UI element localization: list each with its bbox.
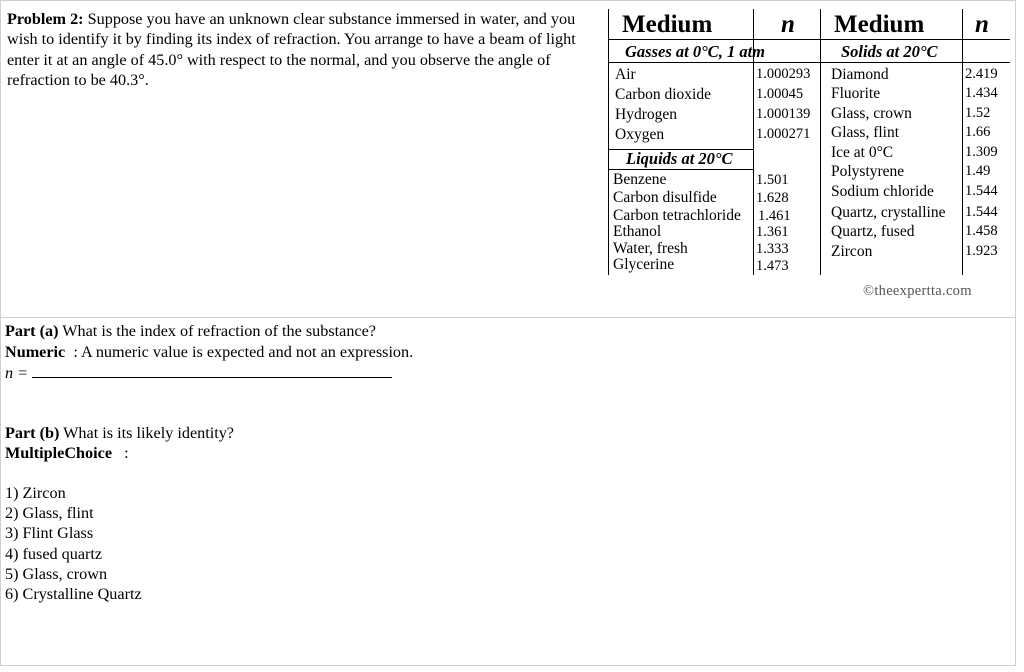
answer-prefix: n = [5,364,29,382]
choice-item[interactable]: 1) Zircon [5,484,66,502]
table-row: Glass, flint [831,124,900,141]
table-cell-n: 1.923 [965,243,998,259]
choice-list [5,483,142,604]
table-cell-n: 1.461 [758,208,791,224]
part-b-question [5,423,234,443]
choice-item[interactable]: 4) fused quartz [5,544,103,563]
part-b-type-text: : [124,444,129,462]
table-row: Hydrogen [615,106,677,123]
table-cell-n: 1.000271 [756,126,811,142]
part-a-type-label: Numeric [5,343,66,361]
table-row: Benzene [613,171,667,188]
table-cell-n: 1.434 [965,85,998,101]
table-cell-n: 1.473 [756,258,789,274]
problem-statement [7,9,603,91]
table-row: Quartz, fused [831,223,915,240]
table-cell-n: 1.361 [756,224,789,240]
table-cell-n: 1.49 [965,163,991,179]
table-row: Zircon [831,243,873,260]
table-row: Glycerine [613,256,675,273]
part-b-label: Part (b) [5,424,60,442]
problem-label: Problem 2: [7,10,84,28]
part-a-text: What is the index of refraction of the substance? [62,322,376,340]
table-row: Diamond [831,66,889,83]
table-row: Carbon dioxide [615,86,711,103]
part-a-answer-row [5,363,392,383]
header-n-right: n [975,11,989,38]
table-row: Water, fresh [613,240,688,257]
table-row: Air [615,66,636,83]
table-cell-n: 1.544 [965,204,998,220]
table-row: Ethanol [613,223,662,240]
section-divider [1,317,1015,318]
table-row: Carbon tetrachloride [613,207,741,224]
header-medium-right: Medium [834,11,925,38]
choice-item[interactable]: 6) Crystalline Quartz [5,585,142,604]
choice-item[interactable]: 3) Flint Glass [5,524,94,543]
table-cell-n: 1.000293 [756,66,811,82]
part-b-text: What is its likely identity? [63,424,234,442]
table-cell-n: 2.419 [965,66,998,82]
table-cell-n: 1.309 [965,144,998,160]
part-b-type-label: MultipleChoice [5,444,113,462]
solids-section-title: Solids at 20°C [841,42,938,61]
part-a-type [5,342,413,362]
table-cell-n: 1.544 [965,183,998,199]
table-row: Polystyrene [831,163,905,180]
table-row: Carbon disulfide [613,189,717,206]
part-a-label: Part (a) [5,322,59,340]
table-row: Oxygen [615,126,665,143]
choice-item[interactable]: 5) Glass, crown [5,564,108,583]
part-a-question [5,321,376,341]
liquids-section-title: Liquids at 20°C [626,149,733,168]
table-cell-n: 1.501 [756,172,789,188]
header-medium-left: Medium [622,11,713,38]
part-b-type [5,443,129,463]
table-cell-n: 1.000139 [756,106,811,122]
table-cell-n: 1.52 [965,105,991,121]
gasses-section-title: Gasses at 0°C, 1 atm [625,42,765,61]
refraction-index-table [608,9,1010,275]
answer-input-line[interactable] [32,363,392,378]
table-row: Ice at 0°C [831,144,894,161]
header-n-left: n [781,11,795,38]
table-cell-n: 1.66 [965,124,991,140]
part-a-type-text: : A numeric value is expected and not an expression. [73,343,414,361]
table-cell-n: 1.458 [965,223,998,239]
table-row: Fluorite [831,85,881,102]
problem-text: Suppose you have an unknown clear substance immersed in water, and you wish to identify it by finding its index of refraction. You arrange to have a beam of light enter it at an angle of 45.0° with respect to the normal, and you observe the angle of refraction to be 40.3°. [7,10,576,90]
table-cell-n: 1.628 [756,190,789,206]
table-cell-n: 1.00045 [756,86,804,102]
table-row: Glass, crown [831,105,912,122]
table-cell-n: 1.333 [756,241,789,257]
choice-item[interactable]: 2) Glass, flint [5,504,94,523]
copyright-notice: ©theexpertta.com [863,283,972,299]
table-row: Quartz, crystalline [831,204,946,221]
table-row: Sodium chloride [831,183,934,200]
